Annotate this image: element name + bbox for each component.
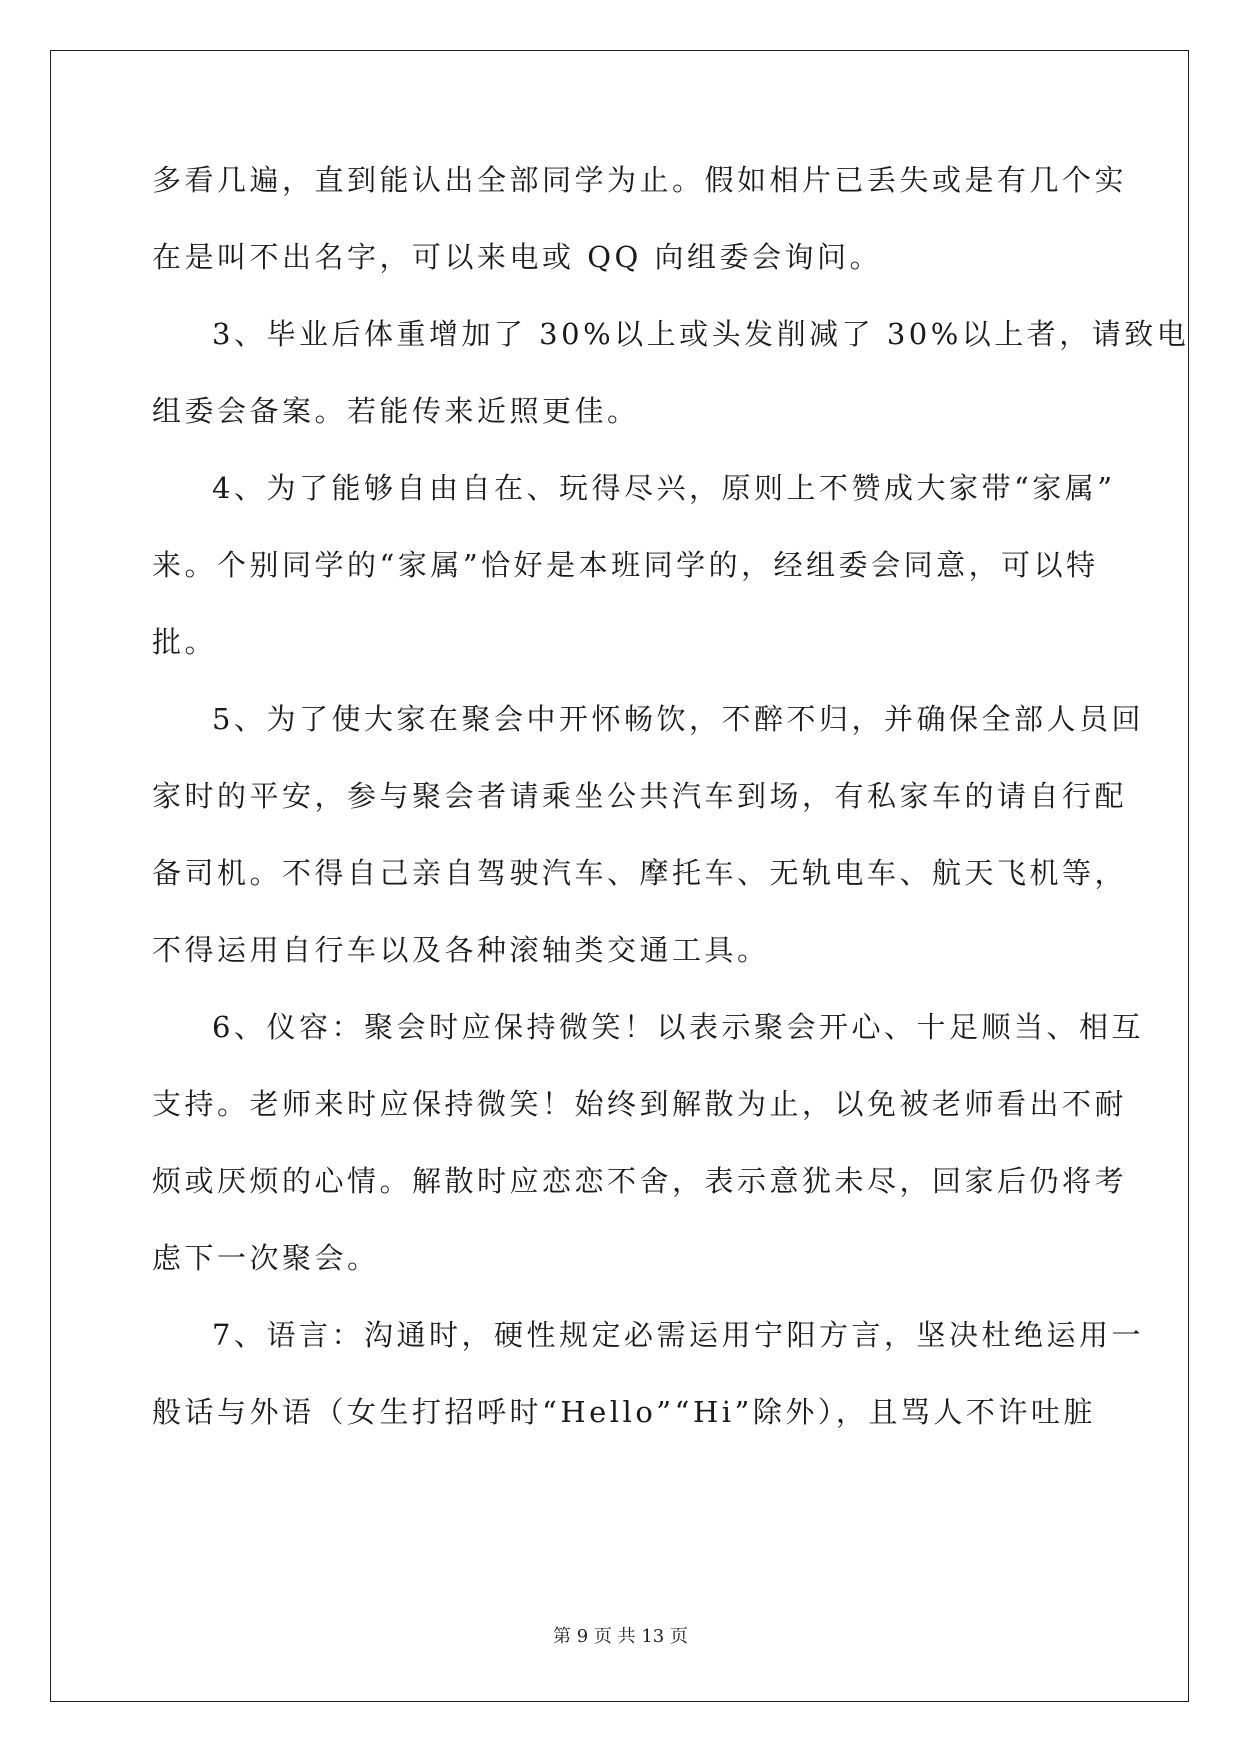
text-line: 烦或厌烦的心情。解散时应恋恋不舍，表示意犹未尽，回家后仍将考: [152, 1164, 1128, 1198]
text-line: 般话与外语（女生打招呼时“Hello”“Hi”除外），且骂人不许吐脏: [152, 1395, 1096, 1429]
text-line: 5、为了使大家在聚会中开怀畅饮，不醉不归，并确保全部人员回: [212, 702, 1144, 736]
text-line: 支持。老师来时应保持微笑！始终到解散为止，以免被老师看出不耐: [152, 1087, 1128, 1121]
text-line: 4、为了能够自由自在、玩得尽兴，原则上不赞成大家带“家属”: [212, 471, 1116, 505]
text-line: 不得运用自行车以及各种滚轴类交通工具。: [152, 933, 770, 967]
text-line: 虑下一次聚会。: [152, 1241, 380, 1275]
document-body: [152, 161, 1190, 1432]
page-number: 第 9 页 共 13 页: [553, 1626, 688, 1647]
text-line: 多看几遍，直到能认出全部同学为止。假如相片已丢失或是有几个实: [152, 163, 1128, 197]
text-line: 6、仪容：聚会时应保持微笑！以表示聚会开心、十足顺当、相互: [212, 1010, 1144, 1044]
text-line: 在是叫不出名字，可以来电或 QQ 向组委会询问。: [152, 240, 882, 274]
text-line: 3、毕业后体重增加了 30%以上或头发削减了 30%以上者，请致电: [212, 317, 1190, 351]
text-line: 家时的平安，参与聚会者请乘坐公共汽车到场，有私家车的请自行配: [152, 779, 1128, 813]
text-line: 备司机。不得自己亲自驾驶汽车、摩托车、无轨电车、航天飞机等，: [152, 856, 1128, 890]
text-line: 来。个别同学的“家属”恰好是本班同学的，经组委会同意，可以特: [152, 548, 1099, 582]
text-line: 7、语言：沟通时，硬性规定必需运用宁阳方言，坚决杜绝运用一: [212, 1318, 1144, 1352]
text-line: 批。: [152, 625, 218, 659]
text-line: 组委会备案。若能传来近照更佳。: [152, 394, 640, 428]
